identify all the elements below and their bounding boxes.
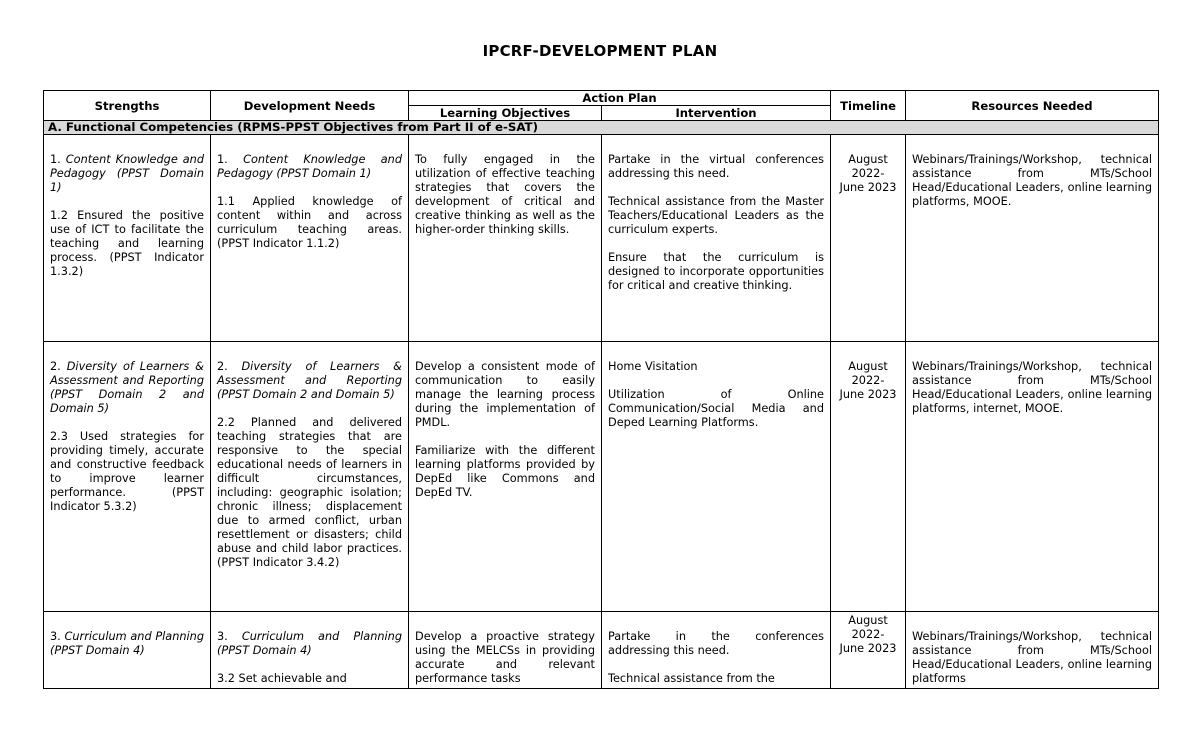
- intervention-header: Intervention: [602, 106, 831, 121]
- need-indicator: 1.1 Applied knowledge of content within and across curriculum teaching areas. (PPST Indicator 1.1.2): [217, 195, 402, 250]
- timeline-cell: August 2022- June 2023: [831, 342, 906, 612]
- strengths-header: Strengths: [44, 91, 211, 121]
- resources-cell: Webinars/Trainings/Workshop, technical assistance from MTs/School Head/Educational Leaders, online learning platforms: [906, 612, 1159, 689]
- need-domain-title: Diversity of Learners & Assessment and Reporting (PPST Domain 2 and Domain 5): [217, 360, 402, 401]
- strength-domain-title: Content Knowledge and Pedagogy (PPST Domain 1): [50, 153, 204, 194]
- learning-objectives-cell: To fully engaged in the utilization of effective teaching strategies that covers the development of critical and creative thinking as well as the higher-order thinking skills.: [409, 135, 602, 342]
- timeline-cell: August 2022- June 2023: [831, 135, 906, 342]
- strength-indicator: 2.3 Used strategies for providing timely, accurate and constructive feedback to improve learner performance. (PPST Indicator 5.3.2): [50, 430, 204, 513]
- section-heading: A. Functional Competencies (RPMS-PPST Objectives from Part II of e-SAT): [44, 121, 1159, 135]
- resources-cell: Webinars/Trainings/Workshop, technical assistance from MTs/School Head/Educational Leaders, online learning platforms, internet, MOOE.: [906, 342, 1159, 612]
- table-row: [44, 135, 1159, 342]
- resources-cell: Webinars/Trainings/Workshop, technical assistance from MTs/School Head/Educational Leaders, online learning platforms, MOOE.: [906, 135, 1159, 342]
- learning-objectives-header: Learning Objectives: [409, 106, 602, 121]
- table-row: [44, 612, 1159, 689]
- strength-indicator: 1.2 Ensured the positive use of ICT to facilitate the teaching and learning process. (PPST Indicator 1.3.2): [50, 209, 204, 278]
- intervention-cell: Partake in the virtual conferences addressing this need. Technical assistance from the Master Teachers/Educational Leaders as the curriculum experts. Ensure that the curriculum is designed to incorporate opportunities for critical and creative thinking.: [602, 135, 831, 342]
- need-domain-title: Curriculum and Planning (PPST Domain 4): [217, 630, 403, 657]
- development-needs-cell: 2. Diversity of Learners & Assessment and Reporting (PPST Domain 2 and Domain 5) 2.2 Planned and delivered teaching strategies that are responsive to the special educational needs of learners in difficult circumstances, including: geographic isolation; chronic illness; displacement due to armed conflict, urban resettlement or disasters; child abuse and child labor practices. (PPST Indicator 3.4.2): [211, 342, 409, 612]
- learning-objectives-cell: Develop a consistent mode of communication to easily manage the learning process during the implementation of PMDL. Familiarize with the different learning platforms provided by DepEd like Commons and DepEd TV.: [409, 342, 602, 612]
- action-plan-header: Action Plan: [409, 91, 831, 106]
- development-needs-cell: 3. Curriculum and Planning (PPST Domain 4) 3.2 Set achievable and: [211, 612, 409, 689]
- intervention-cell: Partake in the conferences addressing this need. Technical assistance from the: [602, 612, 831, 689]
- resources-needed-header: Resources Needed: [906, 91, 1159, 121]
- need-indicator: 2.2 Planned and delivered teaching strategies that are responsive to the special educational needs of learners in difficult circumstances, including: geographic isolation; chronic illness; displacement due to armed conflict, urban resettlement or disasters; child abuse and child labor practices. (PPST Indicator 3.4.2): [217, 416, 402, 569]
- learning-objectives-cell: Develop a proactive strategy using the MELCSs in providing accurate and relevant performance tasks: [409, 612, 602, 689]
- timeline-cell: August 2022- June 2023: [831, 612, 906, 689]
- table-row: [44, 342, 1159, 612]
- need-domain-title: Content Knowledge and Pedagogy (PPST Domain 1): [217, 153, 402, 180]
- development-needs-header: Development Needs: [211, 91, 409, 121]
- need-indicator: 3.2 Set achievable and: [217, 672, 347, 685]
- strengths-cell: 3. Curriculum and Planning (PPST Domain 4): [44, 612, 211, 689]
- timeline-header: Timeline: [831, 91, 906, 121]
- strengths-cell: 2. Diversity of Learners & Assessment and Reporting (PPST Domain 2 and Domain 5) 2.3 Used strategies for providing timely, accurate and constructive feedback to improve learner performance. (PPST Indicator 5.3.2): [44, 342, 211, 612]
- strength-domain-title: Diversity of Learners & Assessment and Reporting (PPST Domain 2 and Domain 5): [50, 360, 204, 415]
- intervention-cell: Home Visitation Utilization of Online Communication/Social Media and Deped Learning Platforms.: [602, 342, 831, 612]
- strengths-cell: 1. Content Knowledge and Pedagogy (PPST Domain 1) 1.2 Ensured the positive use of ICT to facilitate the teaching and learning process. (PPST Indicator 1.3.2): [44, 135, 211, 342]
- page-title: IPCRF-DEVELOPMENT PLAN: [482, 42, 718, 60]
- strength-domain-title: Curriculum and Planning (PPST Domain 4): [50, 630, 204, 657]
- development-plan-table: [43, 90, 1159, 689]
- development-needs-cell: 1. Content Knowledge and Pedagogy (PPST Domain 1) 1.1 Applied knowledge of content within and across curriculum teaching areas. (PPST Indicator 1.1.2): [211, 135, 409, 342]
